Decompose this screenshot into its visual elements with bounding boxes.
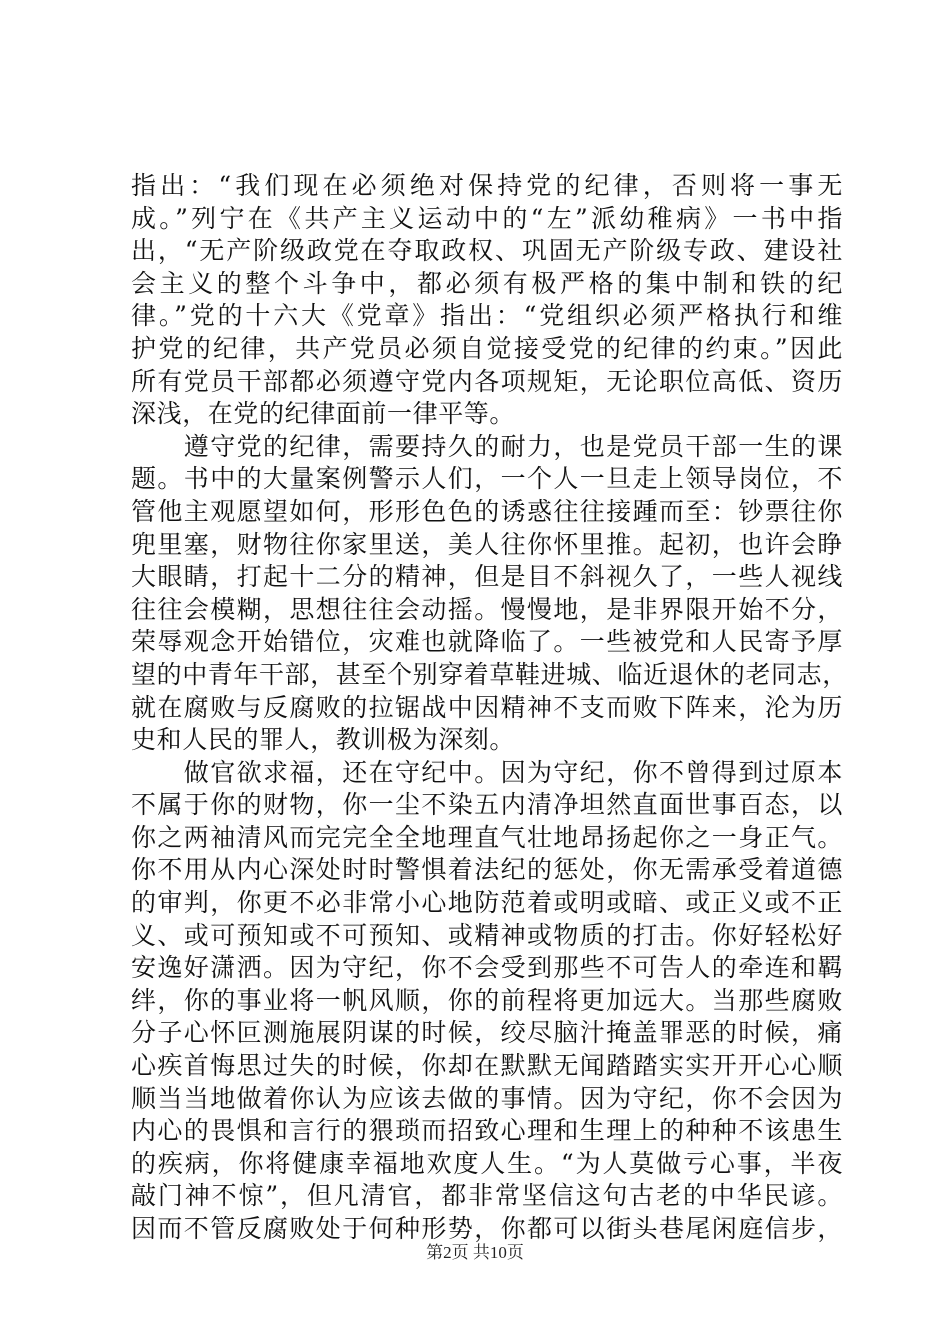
text-line: 你不用从内心深处时时警惧着法纪的惩处，你无需承受着道德 <box>131 855 843 885</box>
text-line: 就在腐败与反腐败的拉锯战中因精神不支而败下阵来，沦为历 <box>131 692 843 722</box>
text-line: 兜里塞，财物往你家里送，美人往你怀里推。起初，也许会睁 <box>131 529 843 559</box>
text-line: 大眼睛，打起十二分的精神，但是目不斜视久了，一些人视线 <box>131 562 843 592</box>
paragraph-3 <box>131 757 843 1246</box>
text-line: 指出：“我们现在必须绝对保持党的纪律，否则将一事无 <box>131 171 843 200</box>
paragraph-1 <box>131 170 843 431</box>
text-line: 因而不管反腐败处于何种形势，你都可以街头巷尾闲庭信步， <box>131 1214 843 1243</box>
text-line: 史和人民的罪人，教训极为深刻。 <box>131 725 516 755</box>
text-line: 遵守党的纪律，需要持久的耐力，也是党员干部一生的课 <box>131 431 843 461</box>
paragraph-2 <box>131 431 848 757</box>
text-line: 题。书中的大量案例警示人们，一个人一旦走上领导岗位，不 <box>131 464 843 494</box>
text-line: 深浅，在党的纪律面前一律平等。 <box>131 399 516 429</box>
text-line: 往往会模糊，思想往往会动摇。慢慢地，是非界限开始不分， <box>131 594 843 624</box>
text-line: 安逸好潇洒。因为守纪，你不会受到那些不可告人的牵连和羁 <box>131 953 843 983</box>
text-line: 敲门神不惊”，但凡清官，都非常坚信这句古老的中华民谚。 <box>131 1181 843 1211</box>
body-text <box>131 170 848 1246</box>
text-line: 管他主观愿望如何，形形色色的诱惑往往接踵而至：钞票往你 <box>131 496 843 526</box>
text-line: 做官欲求福，还在守纪中。因为守纪，你不曾得到过原本 <box>131 757 843 787</box>
text-line: 望的中青年干部，甚至个别穿着草鞋进城、临近退休的老同志， <box>131 659 848 689</box>
text-line: 不属于你的财物，你一尘不染五内清净坦然直面世事百态，以 <box>131 790 843 820</box>
page-footer <box>0 1238 950 1263</box>
text-line: 内心的畏惧和言行的猥琐而招致心理和生理上的种种不该患生 <box>131 1116 843 1146</box>
text-line: 的疾病，你将健康幸福地欢度人生。“为人莫做亏心事，半夜 <box>131 1148 843 1178</box>
text-line: 心疾首悔思过失的时候，你却在默默无闻踏踏实实开开心心顺 <box>131 1051 843 1081</box>
text-line: 成。”列宁在《共产主义运动中的“左”派幼稚病》一书中指 <box>131 203 843 233</box>
text-line: 护党的纪律，共产党员必须自觉接受党的纪律的约束。”因此 <box>131 333 843 363</box>
text-line: 你之两袖清风而完完全全地理直气壮地昂扬起你之一身正气。 <box>131 822 843 852</box>
text-line: 会主义的整个斗争中，都必须有极严格的集中制和铁的纪 <box>131 268 843 298</box>
page-number: 第2页 共10页 <box>426 1243 524 1262</box>
text-line: 分子心怀叵测施展阴谋的时候，绞尽脑汁掩盖罪恶的时候，痛 <box>131 1018 843 1048</box>
text-line: 荣辱观念开始错位，灾难也就降临了。一些被党和人民寄予厚 <box>131 627 843 657</box>
text-line: 所有党员干部都必须遵守党内各项规矩，无论职位高低、资历 <box>131 366 843 396</box>
text-line: 绊，你的事业将一帆风顺，你的前程将更加远大。当那些腐败 <box>131 985 843 1015</box>
text-line: 的审判，你更不必非常小心地防范着或明或暗、或正义或不正 <box>131 888 843 918</box>
text-line: 律。”党的十六大《党章》指出：“党组织必须严格执行和维 <box>131 301 843 331</box>
text-line: 出，“无产阶级政党在夺取政权、巩固无产阶级专政、建设社 <box>131 236 843 266</box>
text-line: 义、或可预知或不可预知、或精神或物质的打击。你好轻松好 <box>131 920 843 950</box>
text-line: 顺当当地做着你认为应该去做的事情。因为守纪，你不会因为 <box>131 1083 843 1113</box>
